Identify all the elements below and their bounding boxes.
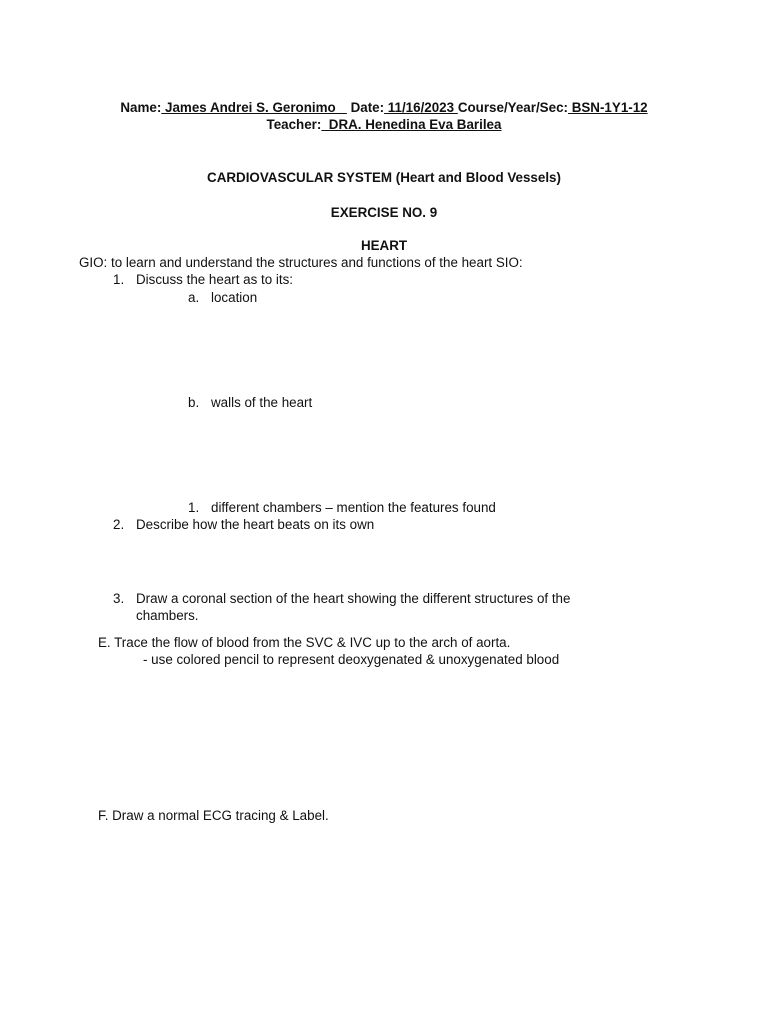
item-2-text: Describe how the heart beats on its own xyxy=(136,517,375,532)
teacher-line xyxy=(0,116,768,133)
item-3-text-line1: Draw a coronal section of the heart showing the different structures of the xyxy=(136,591,571,606)
item-f-text: F. Draw a normal ECG tracing & Label. xyxy=(98,808,329,823)
item-3-marker: 3. xyxy=(113,591,125,606)
teacher-label: Teacher: xyxy=(266,117,322,132)
item-1c-marker: 1. xyxy=(188,500,200,515)
item-1a-text: location xyxy=(211,290,258,305)
name-value: James Andrei S. Geronimo xyxy=(161,100,347,115)
item-e-text: E. Trace the flow of blood from the SVC & IVC up to the arch of aorta. xyxy=(98,635,511,650)
item-1a-marker: a. xyxy=(188,290,200,305)
exercise-number: EXERCISE NO. 9 xyxy=(330,205,438,220)
gio-statement: GIO: to learn and understand the structures and functions of the heart SIO: xyxy=(79,255,523,270)
item-3-text-line2: chambers. xyxy=(136,608,199,623)
course-label: Course/Year/Sec: xyxy=(457,100,568,115)
course-value: BSN-1Y1-12 xyxy=(567,100,648,115)
header-info-line xyxy=(0,99,768,116)
date-label: Date: xyxy=(346,100,385,115)
item-1b-text: walls of the heart xyxy=(211,395,313,410)
item-1-text: Discuss the heart as to its: xyxy=(136,272,294,287)
item-1c-text: different chambers – mention the features found xyxy=(211,500,496,515)
teacher-value: DRA. Henedina Eva Barilea xyxy=(321,117,502,132)
item-1-marker: 1. xyxy=(113,272,125,287)
date-value: 11/16/2023 xyxy=(384,100,458,115)
section-heading: HEART xyxy=(360,238,408,253)
item-2-marker: 2. xyxy=(113,517,125,532)
item-1b-marker: b. xyxy=(188,395,200,410)
document-title: CARDIOVASCULAR SYSTEM (Heart and Blood Vessels) xyxy=(207,170,561,185)
name-label: Name: xyxy=(120,100,162,115)
item-e-subnote: - use colored pencil to represent deoxygenated & unoxygenated blood xyxy=(143,652,560,667)
